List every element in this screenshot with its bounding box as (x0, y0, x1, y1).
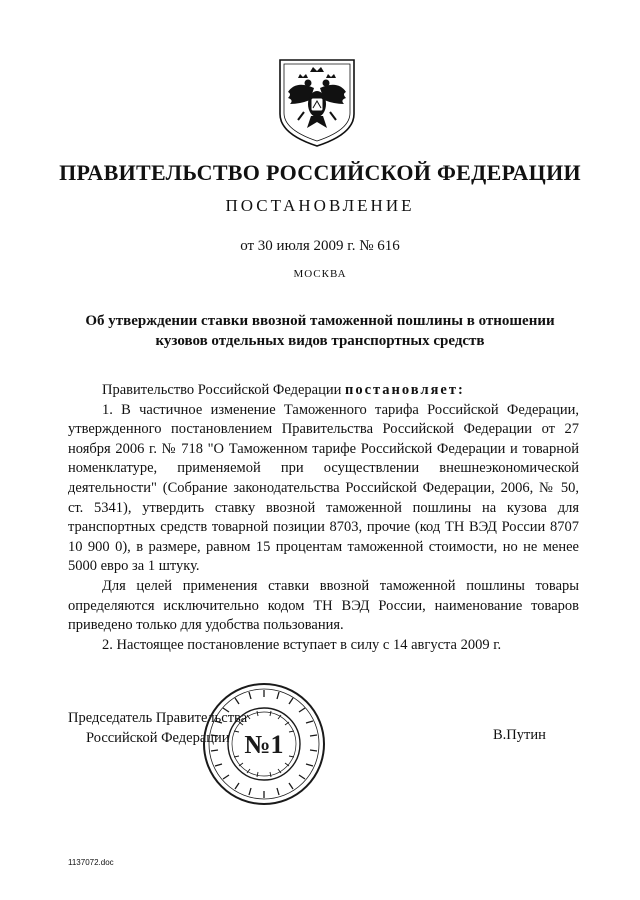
official-seal-stamp (201, 681, 327, 807)
paragraph-2: Для целей применения ставки ввозной таможенной пошлины товары определяются исключительно кодом ТН ВЭД России, наименование товаров приведено только для удобства пользования. (68, 577, 579, 634)
intro-paragraph (68, 381, 579, 401)
position-line-1: Председатель Правительства (68, 710, 248, 726)
title-line-1: Об утверждении ставки ввозной таможенной пошлины в отношении (85, 313, 555, 329)
intro-text: Правительство Российской Федерации (102, 382, 345, 398)
date-number: от 30 июля 2009 г. № 616 (240, 238, 400, 254)
intro-decree: постановляет: (344, 382, 465, 398)
paragraph-1: 1. В частичное изменение Таможенного тарифа Российской Федерации, утвержденного постановлением Правительства Российской Федерации от 27 ноября 2006 г. № 718 "О Таможенном тарифе Российской Федерации и товарной номенклатуре, применяемой при осуществлении внешнеэкономической деятельности" (Собрание законодательства Российской Федерации, 2006, № 50, ст. 5341), утвердить ставку ввозной таможенной пошлины на кузова для транспортных средств товарной позиции 8703, прочие (код ТН ВЭД России 8707 10 900 0), в размере, равном 15 процентам таможенной стоимости, но не менее 5000 евро за 1 штуку. (68, 401, 579, 575)
government-name: ПРАВИТЕЛЬСТВО РОССИЙСКОЙ ФЕДЕРАЦИИ (59, 160, 581, 185)
signatory-name: В.Путин (493, 727, 546, 743)
title-line-2: кузовов отдельных видов транспортных средств (155, 333, 485, 349)
seal-number: №1 (244, 730, 284, 759)
document-title (0, 311, 640, 351)
file-reference: 1137072.doc (68, 858, 114, 867)
decree-body (68, 381, 579, 655)
document-type: ПОСТАНОВЛЕНИЕ (225, 196, 415, 215)
coat-of-arms-emblem (274, 56, 360, 148)
paragraph-3: 2. Настоящее постановление вступает в силу с 14 августа 2009 г. (102, 636, 502, 653)
city: МОСКВА (293, 268, 347, 280)
position-line-2: Российской Федерации (86, 730, 230, 746)
